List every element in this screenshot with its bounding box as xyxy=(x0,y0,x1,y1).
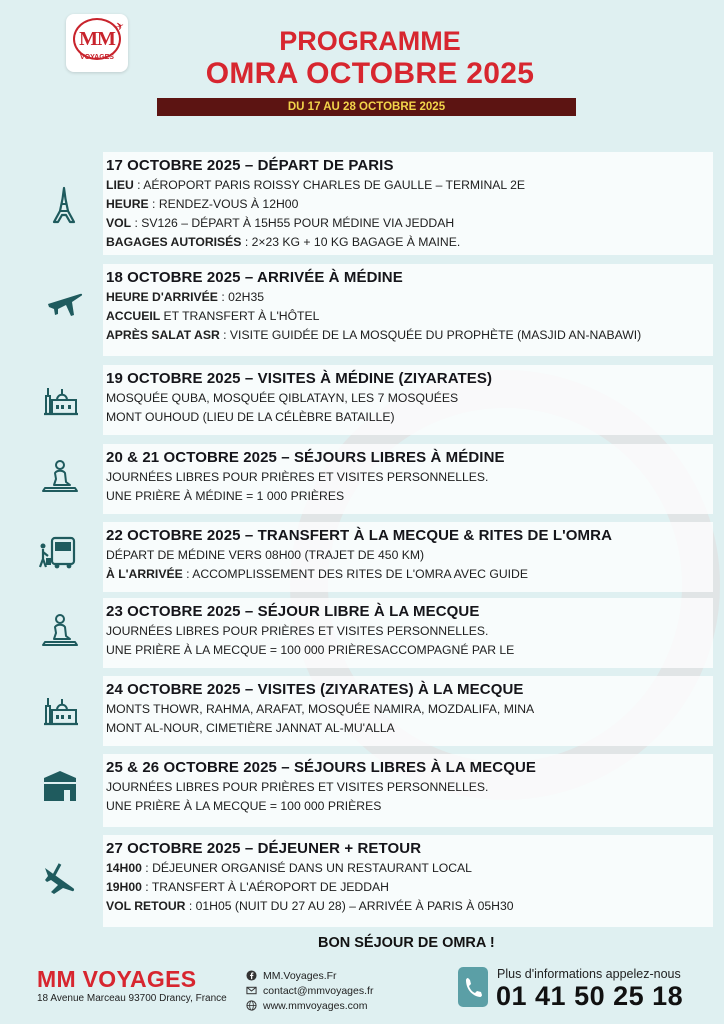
prayer-icon xyxy=(40,455,80,495)
day-title: 23 OCTOBRE 2025 – SÉJOUR LIBRE À LA MECQUE xyxy=(106,603,480,620)
footer-address: 18 Avenue Marceau 93700 Drancy, France xyxy=(37,993,227,1004)
day-detail-line xyxy=(106,897,713,916)
day-detail-line xyxy=(106,233,713,252)
logo-mark: MM xyxy=(79,28,115,50)
email-contact[interactable] xyxy=(246,983,373,998)
detail-value: : 02H35 xyxy=(217,290,265,304)
detail-key: 19H00 xyxy=(106,880,142,894)
detail-value: : 2×23 KG + 10 KG BAGAGE À MAINE. xyxy=(241,235,461,249)
itinerary-day xyxy=(103,444,713,514)
closing-message: BON SÉJOUR DE OMRA ! xyxy=(318,935,495,951)
day-detail-line xyxy=(106,389,713,408)
detail-value: DÉPART DE MÉDINE VERS 08H00 (TRAJET DE 450 KM) xyxy=(106,548,425,562)
day-detail-line xyxy=(106,214,713,233)
detail-value: MONT AL-NOUR, CIMETIÈRE JANNAT AL-MU'ALLA xyxy=(106,721,395,735)
globe-icon xyxy=(246,1000,257,1011)
detail-value: UNE PRIÈRE À LA MECQUE = 100 000 PRIÈRESACCOMPAGNÉ PAR LE xyxy=(106,643,515,657)
detail-key: VOL RETOUR xyxy=(106,899,186,913)
detail-value: : DÉJEUNER ORGANISÉ DANS UN RESTAURANT LOCAL xyxy=(141,861,472,875)
logo-subtitle: VOYAGES xyxy=(80,54,114,61)
facebook-handle: MM.Voyages.Fr xyxy=(263,969,337,982)
footer-contacts xyxy=(246,968,373,1013)
day-title: 18 OCTOBRE 2025 – ARRIVÉE À MÉDINE xyxy=(106,269,403,286)
detail-value: MONT OUHOUD (LIEU DE LA CÉLÈBRE BATAILLE) xyxy=(106,410,395,424)
detail-value: : 01H05 (NUIT DU 27 AU 28) – ARRIVÉE À PARIS À 05H30 xyxy=(185,899,514,913)
detail-value: MOSQUÉE QUBA, MOSQUÉE QIBLATAYN, LES 7 MOSQUÉES xyxy=(106,391,459,405)
brand-logo xyxy=(66,14,128,72)
detail-value: UNE PRIÈRE À LA MECQUE = 100 000 PRIÈRES xyxy=(106,799,382,813)
day-detail-line xyxy=(106,468,713,487)
plane-icon: ✈ xyxy=(113,19,126,35)
day-detail-line xyxy=(106,859,713,878)
detail-value: JOURNÉES LIBRES POUR PRIÈRES ET VISITES PERSONNELLES. xyxy=(106,780,489,794)
day-detail-line xyxy=(106,778,713,797)
detail-value: : TRANSFERT À L'AÉROPORT DE JEDDAH xyxy=(141,880,389,894)
website-url: www.mmvoyages.com xyxy=(263,999,368,1012)
detail-key: HEURE xyxy=(106,197,149,211)
title-line-2: OMRA OCTOBRE 2025 xyxy=(205,57,535,90)
detail-value: UNE PRIÈRE À MÉDINE = 1 000 PRIÈRES xyxy=(106,489,345,503)
detail-value: : SV126 – DÉPART À 15H55 POUR MÉDINE VIA JEDDAH xyxy=(131,216,455,230)
detail-key: VOL xyxy=(106,216,132,230)
detail-key: BAGAGES AUTORISÉS xyxy=(106,235,242,249)
day-detail-line xyxy=(106,307,713,326)
day-title: 27 OCTOBRE 2025 – DÉJEUNER + RETOUR xyxy=(106,840,422,857)
day-detail-line xyxy=(106,878,713,897)
detail-value: : ACCOMPLISSEMENT DES RITES DE L'OMRA AVEC GUIDE xyxy=(182,567,528,581)
detail-key: À L'ARRIVÉE xyxy=(106,567,183,581)
eiffel-tower-icon xyxy=(44,185,84,225)
mosque-icon xyxy=(40,378,80,418)
detail-value: MONTS THOWR, RAHMA, ARAFAT, MOSQUÉE NAMIRA, MOZDALIFA, MINA xyxy=(106,702,535,716)
day-detail-line xyxy=(106,797,713,816)
day-detail-line xyxy=(106,700,713,719)
itinerary-day xyxy=(103,598,713,668)
day-title: 22 OCTOBRE 2025 – TRANSFERT À LA MECQUE & RITES DE L'OMRA xyxy=(106,527,613,544)
website-contact[interactable] xyxy=(246,998,373,1013)
facebook-icon xyxy=(246,970,257,981)
email-address: contact@mmvoyages.fr xyxy=(263,984,374,997)
detail-value: JOURNÉES LIBRES POUR PRIÈRES ET VISITES PERSONNELLES. xyxy=(106,470,489,484)
day-detail-line xyxy=(106,719,713,738)
day-detail-line xyxy=(106,195,713,214)
day-detail-line xyxy=(106,641,713,660)
footer-brand: MM VOYAGES xyxy=(37,966,197,992)
day-title: 17 OCTOBRE 2025 – DÉPART DE PARIS xyxy=(106,157,394,174)
day-detail-line xyxy=(106,326,713,345)
info-label: Plus d'informations appelez-nous xyxy=(497,967,681,981)
title-line-1: PROGRAMME xyxy=(279,26,461,56)
itinerary-day xyxy=(103,264,713,356)
airplane-landing-icon xyxy=(40,858,80,898)
day-detail-line xyxy=(106,565,713,584)
detail-key: APRÈS SALAT ASR xyxy=(106,328,220,342)
prayer-icon xyxy=(40,609,80,649)
day-title: 25 & 26 OCTOBRE 2025 – SÉJOURS LIBRES À LA MECQUE xyxy=(106,759,537,776)
detail-value: : VISITE GUIDÉE DE LA MOSQUÉE DU PROPHÈTE (MASJID AN-NABAWI) xyxy=(219,328,642,342)
itinerary-day xyxy=(103,676,713,746)
detail-value: : RENDEZ-VOUS À 12H00 xyxy=(148,197,299,211)
detail-key: 14H00 xyxy=(106,861,142,875)
mosque-icon xyxy=(40,688,80,728)
detail-value: : AÉROPORT PARIS ROISSY CHARLES DE GAULLE – TERMINAL 2E xyxy=(133,178,526,192)
email-icon xyxy=(246,985,257,996)
itinerary-day xyxy=(103,365,713,435)
date-range-banner: DU 17 AU 28 OCTOBRE 2025 xyxy=(157,98,576,116)
kaaba-icon xyxy=(40,766,80,806)
day-detail-line xyxy=(106,288,713,307)
detail-key: HEURE D'ARRIVÉE xyxy=(106,290,218,304)
bus-icon xyxy=(36,532,76,572)
detail-value: JOURNÉES LIBRES POUR PRIÈRES ET VISITES PERSONNELLES. xyxy=(106,624,489,638)
day-detail-line xyxy=(106,546,713,565)
itinerary-day xyxy=(103,835,713,927)
detail-key: LIEU xyxy=(106,178,134,192)
page-title xyxy=(150,26,590,91)
day-detail-line xyxy=(106,176,713,195)
day-detail-line xyxy=(106,408,713,427)
day-title: 20 & 21 OCTOBRE 2025 – SÉJOURS LIBRES À MÉDINE xyxy=(106,449,505,466)
day-title: 24 OCTOBRE 2025 – VISITES (ZIYARATES) À LA MECQUE xyxy=(106,681,524,698)
itinerary-day xyxy=(103,754,713,827)
day-title: 19 OCTOBRE 2025 – VISITES À MÉDINE (ZIYARATES) xyxy=(106,370,493,387)
day-detail-line xyxy=(106,622,713,641)
itinerary-day xyxy=(103,152,713,255)
detail-value: ET TRANSFERT À L'HÔTEL xyxy=(160,309,320,323)
itinerary-day xyxy=(103,522,713,592)
detail-key: ACCUEIL xyxy=(106,309,161,323)
day-detail-line xyxy=(106,487,713,506)
phone-number[interactable]: 01 41 50 25 18 xyxy=(496,981,684,1011)
facebook-contact[interactable] xyxy=(246,968,373,983)
airplane-icon xyxy=(44,282,84,322)
phone-icon xyxy=(458,967,488,1007)
